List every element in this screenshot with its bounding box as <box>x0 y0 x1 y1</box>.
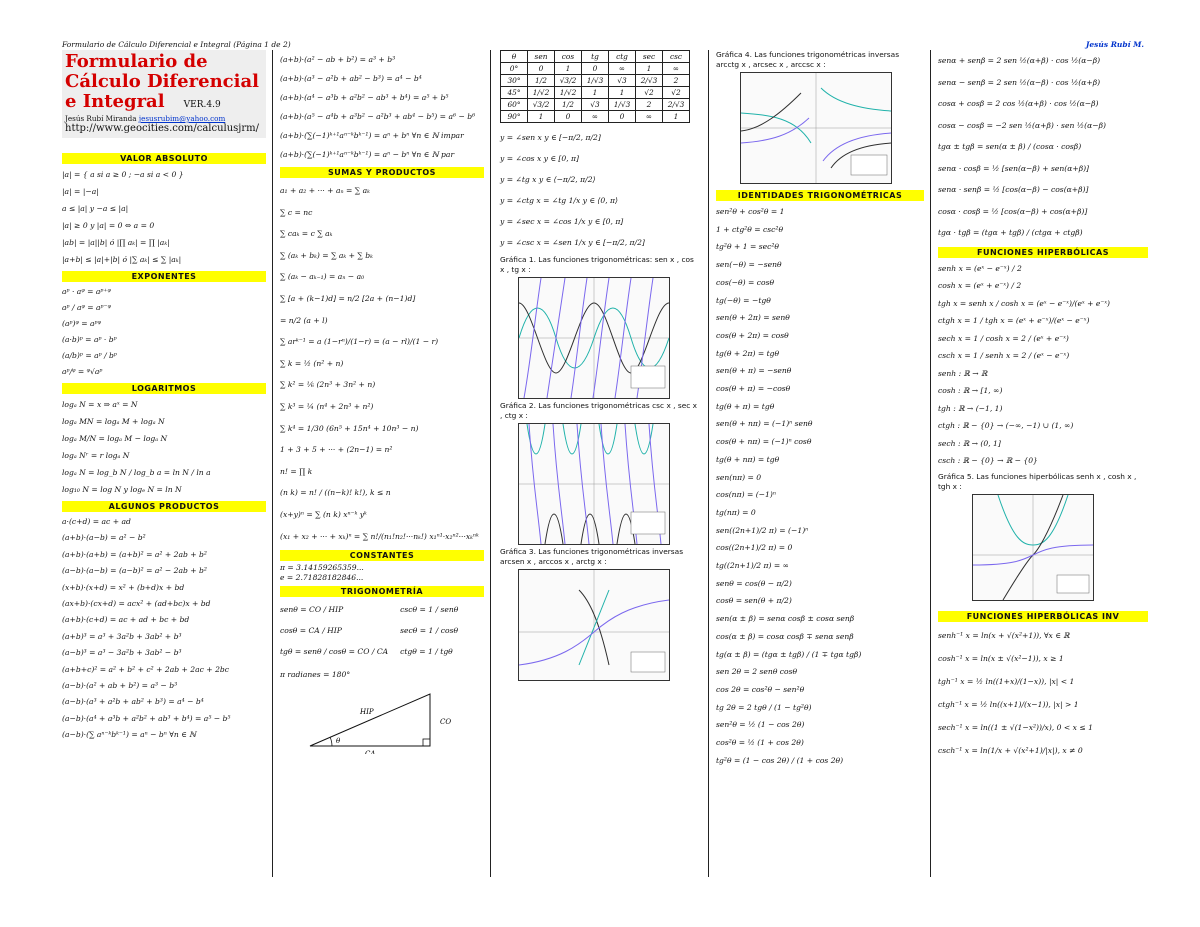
formula-line: sech⁻¹ x = ln((1 ± √(1−x²))/x), 0 < x ≤ 1 <box>938 722 1093 732</box>
formula-line: logₐ N = log_b N / log_b a = ln N / ln a <box>62 468 211 477</box>
formula-line: tg(θ + nπ) = tgθ <box>716 454 780 464</box>
formula-line: π = 3.14159265359... <box>280 563 364 573</box>
table-cell: 0° <box>501 63 528 75</box>
graph3-plot <box>519 570 669 680</box>
table-row <box>501 63 690 75</box>
formula-line: (a+b)·(c+d) = ac + ad + bc + bd <box>62 615 190 625</box>
graph2-plot <box>519 424 669 544</box>
table-header-cell: cos <box>555 51 582 63</box>
formula-line: logₐ M/N = logₐ M − logₐ N <box>62 434 168 443</box>
list-hiperbolicas <box>938 260 1148 470</box>
section-heading-hiperbolicas-inv: FUNCIONES HIPERBÓLICAS INV <box>938 611 1148 622</box>
formula-line: senα · senβ = ½ [cos(α−β) − cos(α+β)] <box>938 185 1089 194</box>
formula-line: a ≤ |a| y −a ≤ |a| <box>62 204 129 213</box>
table-cell: 1 <box>609 87 636 99</box>
formula-line: ctgh : ℝ − {0} → (−∞, −1) ∪ (1, ∞) <box>938 421 1074 430</box>
triangle-theta-label: θ <box>336 737 341 746</box>
formula-line: secθ = 1 / cosθ <box>400 626 459 636</box>
formula-line: ∑ (aₖ − aₖ₋₁) = aₙ − a₀ <box>280 272 365 282</box>
formula-line: aᵖ / aᵠ = aᵖ⁻ᵠ <box>62 303 111 312</box>
table-header-cell: csc <box>663 51 690 63</box>
formula-line: sen(θ + nπ) = (−1)ⁿ senθ <box>716 419 813 429</box>
formula-line: sen²θ + cos²θ = 1 <box>716 207 785 216</box>
formula-line: tgθ = senθ / cosθ = CO / CA <box>280 647 389 657</box>
column-divider <box>490 50 491 877</box>
formula-line: ctgh x = 1 / tgh x = (eˣ + e⁻ˣ)/(eˣ − e⁻ˣ) <box>938 316 1090 325</box>
formula-line: |a| ≥ 0 y |a| = 0 ⇔ a = 0 <box>62 221 155 230</box>
section-heading-sumas: SUMAS Y PRODUCTOS <box>280 167 484 178</box>
graph4-caption: Gráfica 4. Las funciones trigonométricas inversas arcctg x , arcsec x , arccsc x : <box>716 50 900 69</box>
formula-line: cosh : ℝ → [1, ∞) <box>938 386 1003 395</box>
formula-line: (x₁ + x₂ + ··· + xₖ)ⁿ = ∑ n!/(n₁!n₂!···nₖ!) x₁ⁿ¹·x₂ⁿ²···xₖⁿᵏ <box>280 531 479 541</box>
graph3-caption: Gráfica 3. Las funciones trigonométricas inversas arcsen x , arccos x , arctg x : <box>500 547 684 566</box>
right-triangle-diagram <box>280 684 480 754</box>
formula-line: ctgh⁻¹ x = ½ ln((x+1)/(x−1)), |x| > 1 <box>938 699 1079 709</box>
formula-line: tgα ± tgβ = sen(α ± β) / (cosα · cosβ) <box>938 142 1082 151</box>
formula-line: logₐ Nʳ = r logₐ N <box>62 451 130 460</box>
formula-line: aᵖ · aᵠ = aᵖ⁺ᵠ <box>62 287 111 296</box>
formula-line: (a−b)·(a⁴ + a³b + a²b² + ab³ + b⁴) = a⁵ − b⁵ <box>62 713 231 723</box>
formula-line: ∑ c = nc <box>280 207 313 217</box>
formula-line: aᵖ/ᵠ = ᵠ√aᵖ <box>62 367 103 376</box>
column-3 <box>500 50 700 875</box>
table-cell: 1 <box>636 63 663 75</box>
formula-line: (n k) = n! / ((n−k)! k!), k ≤ n <box>280 488 391 498</box>
trig-values-table <box>500 50 690 123</box>
table-cell: √2 <box>663 87 690 99</box>
table-cell: 1/√2 <box>555 87 582 99</box>
formula-line: cos((2n+1)/2 π) = 0 <box>716 543 793 553</box>
formula-line: y = ∠ctg x = ∠tg 1/x y ∈ ⟨0, π⟩ <box>500 196 618 205</box>
formula-line: cosα · cosβ = ½ [cos(α−β) + cos(α+β)] <box>938 206 1088 216</box>
section-heading-productos: ALGUNOS PRODUCTOS <box>62 501 266 512</box>
formula-line: ∑ arᵏ⁻¹ = a (1−rⁿ)/(1−r) = (a − rl)/(1 − r) <box>280 337 439 347</box>
formula-line: senθ = CO / HIP <box>280 605 344 615</box>
column-2 <box>280 50 484 875</box>
formula-line: |ab| = |a||b| ó |∏ aₖ| = ∏ |aₖ| <box>62 238 170 247</box>
page-header-right: Jesús Rubí M. <box>1085 40 1144 49</box>
formula-line: senh x = (eˣ − e⁻ˣ) / 2 <box>938 263 1022 273</box>
formula-line: (a/b)ᵖ = aᵖ / bᵖ <box>62 351 117 360</box>
graph2-caption: Gráfica 2. Las funciones trigonométricas csc x , sec x , ctg x : <box>500 401 698 420</box>
list-constantes <box>280 563 484 583</box>
list-trig-right <box>400 599 458 662</box>
formula-line: |a| = { a si a ≥ 0 ; −a si a < 0 } <box>62 170 184 179</box>
formula-line: tgh : ℝ → (−1, 1) <box>938 403 1003 413</box>
formula-line: cos²θ = ½ (1 + cos 2θ) <box>716 738 804 748</box>
site-url[interactable]: http://www.geocities.com/calculusjrm/ <box>65 123 260 134</box>
graph4-plot <box>741 73 891 183</box>
column-5 <box>938 50 1148 875</box>
formula-line: cosθ = CA / HIP <box>280 626 342 636</box>
table-cell: ∞ <box>663 63 690 75</box>
list-col5-top <box>938 50 1148 244</box>
graph5-caption: Gráfica 5. Las funciones hiperbólicas senh x , cosh x , tgh x : <box>938 471 1137 491</box>
section-heading-constantes: CONSTANTES <box>280 550 484 561</box>
formula-line: ctgθ = 1 / tgθ <box>400 647 453 657</box>
formula-line: y = ∠cos x y ∈ [0, π] <box>500 154 579 163</box>
author-email-link[interactable]: jesusrubim@yahoo.com <box>138 114 226 123</box>
formula-line: (a−b)³ = a³ − 3a²b + 3ab² − b³ <box>62 648 182 658</box>
formula-line: senh⁻¹ x = ln(x + √(x²+1)), ∀x ∈ ℝ <box>938 630 1070 640</box>
formula-line: sen(nπ) = 0 <box>716 472 762 482</box>
formula-line: tg(α ± β) = (tgα ± tgβ) / (1 ∓ tgα tgβ) <box>716 649 862 659</box>
table-row <box>501 87 690 99</box>
formula-line: sen(θ + π) = −senθ <box>716 366 792 376</box>
formula-line: sech x = 1 / cosh x = 2 / (eˣ + e⁻ˣ) <box>938 333 1069 343</box>
section-heading-trigonometria: TRIGONOMETRÍA <box>280 586 484 597</box>
doc-title-line1: Formulario de <box>65 51 208 72</box>
table-cell: 1/√3 <box>609 99 636 111</box>
formula-line: (a+b)³ = a³ + 3a²b + 3ab² + b³ <box>62 631 182 641</box>
formula-line: cosα + cosβ = 2 cos ½(α+β) · cos ½(α−β) <box>938 99 1099 108</box>
formula-line: (a+b+c)² = a² + b² + c² + 2ab + 2ac + 2bc <box>62 664 230 674</box>
table-cell: ∞ <box>636 111 663 123</box>
formula-line: tg 2θ = 2 tgθ / (1 − tg²θ) <box>716 702 812 712</box>
table-cell: 2/√3 <box>636 75 663 87</box>
version-label: VER.4.9 <box>183 100 221 110</box>
formula-line: (a+b)·(a+b) = (a+b)² = a² + 2ab + b² <box>62 549 207 559</box>
table-header-cell: sen <box>528 51 555 63</box>
table-cell: 90° <box>501 111 528 123</box>
formula-line: cosh⁻¹ x = ln(x ± √(x²−1)), x ≥ 1 <box>938 653 1064 663</box>
formula-line: sen 2θ = 2 senθ cosθ <box>716 667 798 677</box>
formula-line: tgh x = senh x / cosh x = (eˣ − e⁻ˣ)/(eˣ + e⁻ˣ) <box>938 298 1111 308</box>
formula-line: senθ = cos(θ − π/2) <box>716 578 792 588</box>
formula-line: ∑ [a + (k−1)d] = n/2 [2a + (n−1)d] <box>280 293 416 303</box>
formula-line: (a−b)·(a² + ab + b²) = a³ − b³ <box>62 681 178 691</box>
formula-line: cscθ = 1 / senθ <box>400 605 459 615</box>
formula-line: cosθ = sen(θ + π/2) <box>716 596 792 606</box>
table-row <box>501 75 690 87</box>
formula-line: ∑ k² = ⅙ (2n³ + 3n² + n) <box>280 380 376 390</box>
table-cell: 1/√3 <box>582 75 609 87</box>
formula-line: log₁₀ N = log N y logₑ N = ln N <box>62 485 182 494</box>
table-cell: 2 <box>663 75 690 87</box>
table-cell: 0 <box>582 63 609 75</box>
formula-line: y = ∠sen x y ∈ [−π/2, π/2] <box>500 133 601 142</box>
formula-line: (x+y)ⁿ = ∑ (n k) xⁿ⁻ᵏ yᵏ <box>280 509 367 519</box>
formula-line: tgh⁻¹ x = ½ ln((1+x)/(1−x)), |x| < 1 <box>938 676 1075 686</box>
formula-line: cos(nπ) = (−1)ⁿ <box>716 490 776 500</box>
formula-line: (ax+b)·(cx+d) = acx² + (ad+bc)x + bd <box>62 599 211 609</box>
graph1-trig-functions <box>518 277 670 399</box>
formula-line: senα − senβ = 2 sen ½(α−β) · cos ½(α+β) <box>938 77 1101 87</box>
formula-line: sen²θ = ½ (1 − cos 2θ) <box>716 720 805 730</box>
formula-line: (a+b)·(a−b) = a² − b² <box>62 533 146 543</box>
formula-line: tg(−θ) = −tgθ <box>716 295 771 305</box>
formula-line: (a−b)·(∑ aⁿ⁻ᵏbᵏ⁻¹) = aⁿ − bⁿ ∀n ∈ ℕ <box>62 730 197 740</box>
table-cell: 60° <box>501 99 528 111</box>
section-heading-exponentes: EXPONENTES <box>62 271 266 282</box>
formula-line: csch x = 1 / senh x = 2 / (eˣ − e⁻ˣ) <box>938 351 1070 360</box>
formula-line: ∑ k³ = ¼ (n⁴ + 2n³ + n²) <box>280 401 374 411</box>
list-hiperbolicas-inv <box>938 624 1148 762</box>
table-cell: 0 <box>555 111 582 123</box>
formula-line: |a+b| ≤ |a|+|b| ó |∑ aₖ| ≤ ∑ |aₖ| <box>62 255 182 264</box>
table-cell: 30° <box>501 75 528 87</box>
table-cell: 1/2 <box>528 75 555 87</box>
formula-line: y = ∠csc x = ∠sen 1/x y ∈ [−π/2, π/2] <box>500 238 645 247</box>
formula-line: tg(nπ) = 0 <box>716 507 756 517</box>
formula-line: tg((2n+1)/2 π) = ∞ <box>716 561 789 571</box>
formula-line: tg²θ = (1 − cos 2θ) / (1 + cos 2θ) <box>716 755 844 765</box>
doc-title-line2: Cálculo Diferencial <box>65 71 259 92</box>
list-inversas <box>500 127 700 253</box>
table-cell: 2 <box>636 99 663 111</box>
table-row <box>501 111 690 123</box>
formula-line: cos(θ + 2π) = cosθ <box>716 330 789 340</box>
table-header-cell: θ <box>501 51 528 63</box>
table-cell: 0 <box>528 63 555 75</box>
formula-line: cos(α ± β) = cosα cosβ ∓ senα senβ <box>716 631 854 641</box>
formula-line: senα + senβ = 2 sen ½(α+β) · cos ½(α−β) <box>938 56 1101 65</box>
graph1-plot <box>519 278 669 398</box>
table-cell: 2/√3 <box>663 99 690 111</box>
formula-line: = n/2 (a + l) <box>280 315 328 325</box>
formula-line: sen(−θ) = −senθ <box>716 260 782 270</box>
table-cell: 45° <box>501 87 528 99</box>
table-cell: 1 <box>555 63 582 75</box>
formula-line: cos(θ + π) = −cosθ <box>716 384 791 394</box>
graph2-trig-reciprocal <box>518 423 670 545</box>
formula-line: (a+b)·(∑(−1)ᵏ⁺¹aⁿ⁻ᵏbᵏ⁻¹) = aⁿ + bⁿ ∀n ∈ ℕ impar <box>280 131 464 140</box>
table-cell: √3/2 <box>555 75 582 87</box>
author-name: Jesús Rubí Miranda <box>65 114 137 123</box>
formula-line: ∑ k = ½ (n² + n) <box>280 358 344 368</box>
column-divider <box>708 50 709 877</box>
formula-line: logₐ MN = logₐ M + logₐ N <box>62 417 165 426</box>
formula-line: y = ∠sec x = ∠cos 1/x y ∈ [0, π] <box>500 217 624 226</box>
list-exponentes <box>62 284 266 380</box>
formula-line: sen((2n+1)/2 π) = (−1)ⁿ <box>716 525 809 535</box>
triangle-ca-label: CA <box>365 750 376 755</box>
graph5-plot <box>973 495 1093 600</box>
formula-line: logₐ N = x ⇒ aˣ = N <box>62 400 138 409</box>
formula-line: (a−b)·(a³ + a²b + ab² + b³) = a⁴ − b⁴ <box>62 697 204 707</box>
formula-line: y = ∠tg x y ∈ ⟨−π/2, π/2⟩ <box>500 175 596 184</box>
formula-line: cosα − cosβ = −2 sen ½(α+β) · sen ½(α−β) <box>938 120 1106 130</box>
triangle-co-label: CO <box>440 718 452 727</box>
table-cell: ∞ <box>582 111 609 123</box>
section-heading-hiperbolicas: FUNCIONES HIPERBÓLICAS <box>938 247 1148 258</box>
formula-line: sech : ℝ → (0, 1] <box>938 438 1001 448</box>
formula-line: (a+b)·(a³ − a²b + ab² − b³) = a⁴ − b⁴ <box>280 74 422 83</box>
formula-line: a₁ + a₂ + ··· + aₙ = ∑ aₖ <box>280 186 370 195</box>
table-header-cell: ctg <box>609 51 636 63</box>
formula-line: tg(θ + π) = tgθ <box>716 401 775 411</box>
section-heading-logaritmos: LOGARITMOS <box>62 383 266 394</box>
formula-line: cosh x = (eˣ + e⁻ˣ) / 2 <box>938 281 1022 290</box>
column-divider <box>272 50 273 877</box>
formula-line: sen(θ + 2π) = senθ <box>716 313 790 323</box>
table-cell: 1 <box>582 87 609 99</box>
formula-line: ∑ caₖ = c ∑ aₖ <box>280 229 333 239</box>
formula-line: (a+b)·(a² − ab + b²) = a³ + b³ <box>280 55 396 64</box>
table-header-cell: tg <box>582 51 609 63</box>
formula-line: senα · cosβ = ½ [sen(α−β) + sen(α+β)] <box>938 163 1090 173</box>
formula-line: (a+b)·(a⁵ − a⁴b + a³b² − a²b³ + ab⁴ − b⁵) = a⁶ − b⁶ <box>280 112 476 121</box>
formula-line: 1 + ctg²θ = csc²θ <box>716 224 784 234</box>
formula-line: (a−b)·(a−b) = (a−b)² = a² − 2ab + b² <box>62 566 207 576</box>
list-sumas <box>280 180 484 547</box>
doc-title-line3: e Integral <box>65 91 165 112</box>
table-cell: √3/2 <box>528 99 555 111</box>
triangle-hip-label: HIP <box>360 708 374 717</box>
list-trig-left <box>280 599 388 662</box>
list-identidades <box>716 203 924 770</box>
table-cell: 1/√2 <box>528 87 555 99</box>
graph5-hyperbolic <box>972 494 1094 601</box>
table-row <box>501 99 690 111</box>
formula-line: a·(c+d) = ac + ad <box>62 517 131 526</box>
formula-line: |a| = |−a| <box>62 187 99 196</box>
formula-line: cos(−θ) = cosθ <box>716 277 775 287</box>
column-1 <box>62 50 266 875</box>
column-divider <box>930 50 931 877</box>
table-cell: √2 <box>636 87 663 99</box>
formula-line: senh : ℝ → ℝ <box>938 368 988 378</box>
formula-line: (x+b)·(x+d) = x² + (b+d)x + bd <box>62 582 185 592</box>
table-cell: √3 <box>582 99 609 111</box>
formula-line: ∑ k⁴ = 1/30 (6n⁵ + 15n⁴ + 10n³ − n) <box>280 423 419 433</box>
table-cell: 1 <box>663 111 690 123</box>
formula-line: (a+b)·(∑(−1)ᵏ⁺¹aⁿ⁻ᵏbᵏ⁻¹) = aⁿ − bⁿ ∀n ∈ ℕ par <box>280 150 455 159</box>
formula-line: csch : ℝ − {0} → ℝ − {0} <box>938 456 1038 465</box>
table-cell: ∞ <box>609 63 636 75</box>
formula-line: cos(θ + nπ) = (−1)ⁿ cosθ <box>716 437 812 447</box>
formula-line: e = 2.71828182846... <box>280 573 364 583</box>
list-valor-absoluto <box>62 166 266 268</box>
section-heading-valor-absoluto: VALOR ABSOLUTO <box>62 153 266 164</box>
formula-line: (a+b)·(a⁴ − a³b + a²b² − ab³ + b⁴) = a⁵ + b⁵ <box>280 93 449 102</box>
formula-line: (aᵖ)ᵠ = aᵖᵠ <box>62 319 101 328</box>
formula-line: csch⁻¹ x = ln(1/x + √(x²+1)/|x|), x ≠ 0 <box>938 745 1083 755</box>
table-cell: 1/2 <box>555 99 582 111</box>
list-logaritmos <box>62 396 266 498</box>
title-block <box>62 50 266 138</box>
formula-line: tg²θ + 1 = sec²θ <box>716 242 780 252</box>
page-header-left: Formulario de Cálculo Diferencial e Integral (Página 1 de 2) <box>62 40 291 49</box>
list-col2-top <box>280 50 484 164</box>
table-cell: 0 <box>609 111 636 123</box>
graph4-inverse-trig <box>740 72 892 184</box>
formula-line: ∑ (aₖ + bₖ) = ∑ aₖ + ∑ bₖ <box>280 250 373 260</box>
formula-line: (a·b)ᵖ = aᵖ · bᵖ <box>62 335 117 344</box>
graph3-inverse-trig <box>518 569 670 681</box>
formula-line: n! = ∏ k <box>280 466 313 476</box>
table-cell: √3 <box>609 75 636 87</box>
table-cell: 1 <box>528 111 555 123</box>
formula-line: tg(θ + 2π) = tgθ <box>716 348 780 358</box>
table-header-cell: sec <box>636 51 663 63</box>
section-heading-identidades: IDENTIDADES TRIGONOMÉTRICAS <box>716 190 924 201</box>
column-4 <box>716 50 924 875</box>
formula-line: sen(α ± β) = senα cosβ ± cosα senβ <box>716 614 855 624</box>
list-productos <box>62 514 266 744</box>
graph1-caption: Gráfica 1. Las funciones trigonométricas: sen x , cos x , tg x : <box>500 255 694 274</box>
formula-line: cos 2θ = cos²θ − sen²θ <box>716 684 805 694</box>
formula-line: 1 + 3 + 5 + ··· + (2n−1) = n² <box>280 445 393 455</box>
formula-line: tgα · tgβ = (tgα + tgβ) / (ctgα + ctgβ) <box>938 228 1083 237</box>
radianes-note: π radianes = 180° <box>280 670 351 680</box>
